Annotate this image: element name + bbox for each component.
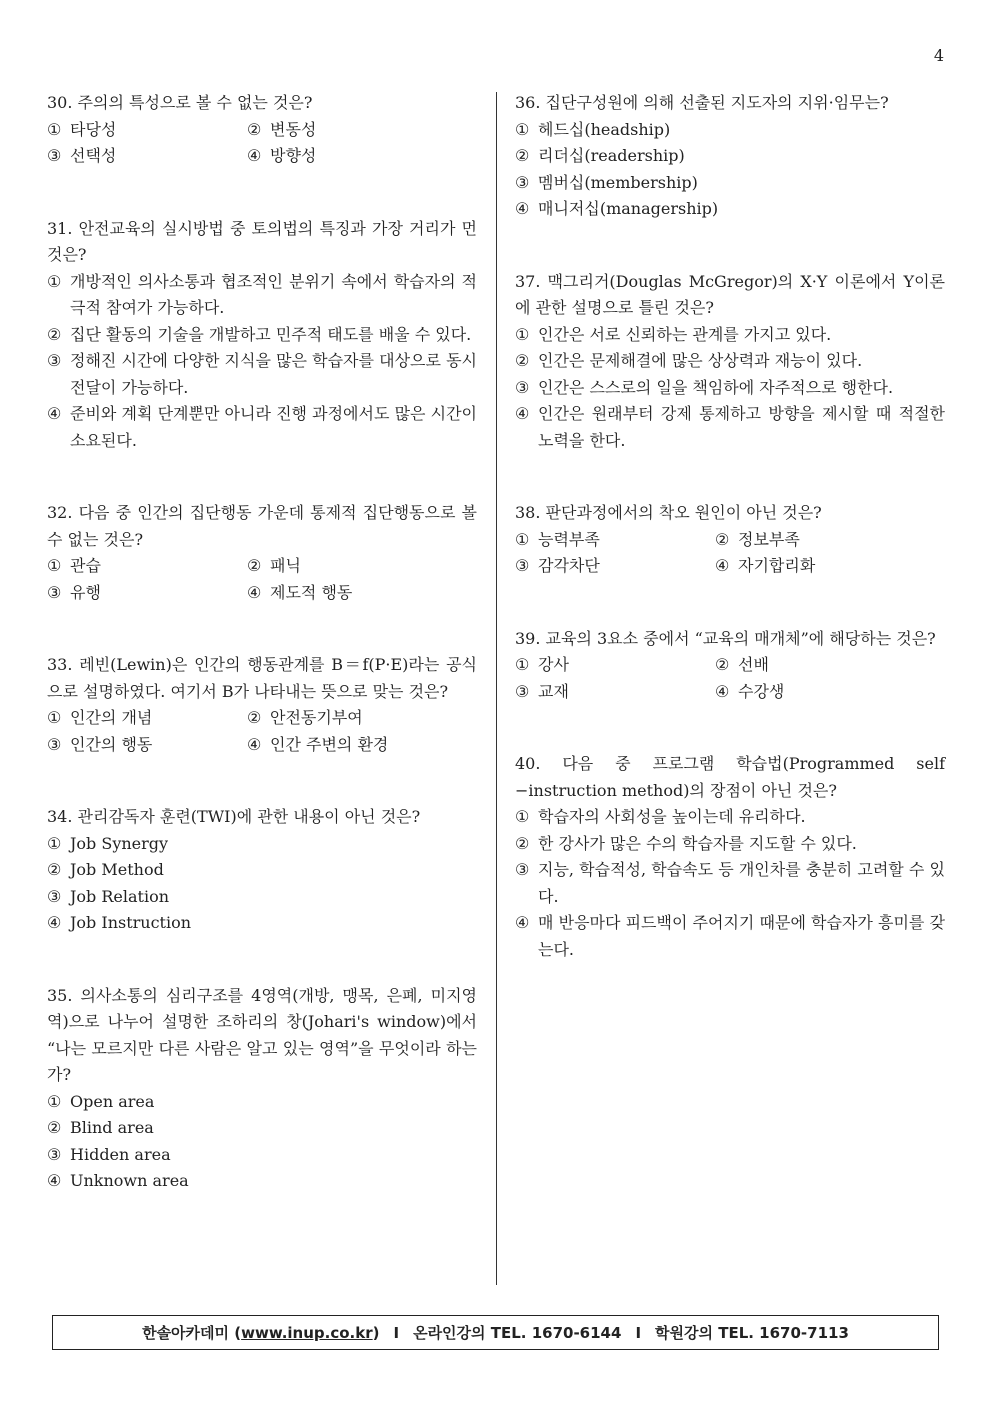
question-text: 33. 레빈(Lewin)은 인간의 행동관계를 B＝f(P·E)라는 공식으로 설명하였다. 여기서 B가 나타내는 뜻으로 맞는 것은?	[47, 655, 477, 701]
option-text: 수강생	[738, 681, 785, 701]
option-number: ①	[47, 833, 62, 853]
question-text: 32. 다음 중 인간의 집단행동 가운데 통제적 집단행동으로 볼 수 없는 것은?	[47, 503, 477, 549]
option-text: 개방적인 의사소통과 협조적인 분위기 속에서 학습자의 적극적 참여가 가능하다.	[70, 271, 477, 317]
option-text: 학습자의 사회성을 높이는데 유리하다.	[538, 807, 806, 826]
option-text: 인간의 개념	[70, 708, 153, 727]
option-text: 변동성	[270, 119, 317, 139]
option-text: 매 반응마다 피드백이 주어지기 때문에 학습자가 흥미를 갖는다.	[538, 913, 945, 959]
answer-option	[515, 831, 945, 858]
option-number: ④	[515, 404, 530, 423]
offline-phone: 학원강의 TEL. 1670-7113	[655, 1324, 849, 1342]
answer-option	[515, 375, 945, 402]
option-text: 교재	[538, 681, 569, 701]
option-text: 패닉	[270, 556, 301, 575]
option-number: ①	[515, 324, 530, 344]
answer-option	[515, 401, 945, 454]
question-q37	[515, 269, 945, 455]
question-text: 31. 안전교육의 실시방법 중 토의법의 특징과 가장 거리가 먼 것은?	[47, 218, 477, 264]
option-number: ③	[47, 146, 62, 165]
option-number: ④	[47, 913, 62, 932]
right-column	[515, 90, 945, 963]
answer-option	[515, 322, 945, 349]
question-q39	[515, 626, 945, 706]
option-text: 지능, 학습적성, 학습속도 등 개인차를 충분히 고려할 수 있다.	[538, 860, 945, 906]
option-text: 매니저십(managership)	[538, 199, 719, 218]
option-text: 헤드십(headship)	[538, 119, 671, 139]
answer-option	[47, 1142, 477, 1169]
option-text: 준비와 계획 단계뿐만 아니라 진행 과정에서도 많은 시간이 소요된다.	[70, 404, 477, 450]
answer-option	[47, 322, 477, 349]
option-number: ①	[47, 1091, 62, 1111]
question-text: 38. 판단과정에서의 착오 원인이 아닌 것은?	[515, 503, 822, 522]
option-number: ③	[47, 351, 62, 370]
option-number: ②	[715, 529, 730, 549]
question-text: 34. 관리감독자 훈련(TWI)에 관한 내용이 아닌 것은?	[47, 807, 421, 826]
option-text: 집단 활동의 기술을 개발하고 민주적 태도를 배울 수 있다.	[70, 324, 472, 344]
page-number: 4	[933, 46, 944, 65]
answer-option	[515, 348, 945, 375]
left-column	[47, 90, 477, 1195]
option-number: ④	[515, 199, 530, 218]
option-number: ①	[47, 119, 62, 139]
answer-option	[47, 1115, 477, 1142]
option-text: 정보부족	[738, 529, 800, 549]
option-text: 유행	[70, 582, 101, 602]
answer-option	[47, 143, 247, 170]
option-number: ④	[515, 913, 530, 932]
option-number: ①	[515, 529, 530, 549]
option-text: Unknown area	[70, 1171, 189, 1190]
option-number: ③	[515, 172, 530, 192]
option-row	[515, 679, 945, 706]
option-number: ③	[515, 377, 530, 397]
option-number: ④	[715, 681, 730, 701]
option-text: 정해진 시간에 다양한 지식을 많은 학습자를 대상으로 동시 전달이 가능하다.	[70, 351, 477, 397]
answer-option	[715, 553, 915, 580]
option-text: 인간은 스스로의 일을 책임하에 자주적으로 행한다.	[538, 377, 894, 397]
answer-option	[515, 652, 715, 679]
question-text: 37. 맥그리거(Douglas McGregor)의 X·Y 이론에서 Y이론에 관한 설명으로 틀린 것은?	[515, 271, 945, 317]
option-text: 방향성	[270, 146, 317, 165]
answer-option	[515, 553, 715, 580]
answer-option	[247, 732, 447, 759]
option-number: ②	[247, 708, 262, 727]
option-number: ①	[515, 119, 530, 139]
option-text: 능력부족	[538, 529, 600, 549]
answer-option	[715, 679, 915, 706]
option-text: 인간 주변의 환경	[270, 734, 389, 754]
option-text: 멤버십(membership)	[538, 172, 698, 192]
option-text: 타당성	[70, 119, 117, 139]
answer-option	[47, 857, 477, 884]
option-row	[47, 143, 477, 170]
question-q33	[47, 652, 477, 758]
academy-link[interactable]: www.inup.co.kr	[241, 1323, 373, 1342]
answer-option	[247, 143, 447, 170]
answer-option	[47, 1168, 477, 1195]
option-number: ③	[47, 734, 62, 754]
option-text: 한 강사가 많은 수의 학습자를 지도할 수 있다.	[538, 833, 857, 853]
option-number: ②	[47, 1118, 62, 1137]
answer-option	[515, 117, 945, 144]
option-row	[47, 117, 477, 144]
separator: I	[393, 1323, 400, 1342]
option-row	[47, 580, 477, 607]
answer-option	[515, 196, 945, 223]
option-number: ④	[247, 582, 262, 602]
answer-option	[515, 804, 945, 831]
option-number: ②	[515, 146, 530, 165]
option-number: ④	[247, 734, 262, 754]
option-number: ②	[515, 351, 530, 370]
question-q36	[515, 90, 945, 223]
option-text: 강사	[538, 655, 569, 674]
option-text: 인간의 행동	[70, 734, 153, 754]
answer-option	[715, 652, 915, 679]
option-number: ①	[47, 708, 62, 727]
option-number: ①	[515, 655, 530, 674]
option-text: 안전동기부여	[270, 708, 363, 727]
question-q38	[515, 500, 945, 580]
answer-option	[47, 884, 477, 911]
option-text: 선택성	[70, 146, 117, 165]
answer-option	[515, 143, 945, 170]
option-row	[515, 652, 945, 679]
question-text: 40. 다음 중 프로그램 학습법(Programmed self −instruction method)의 장점이 아닌 것은?	[515, 754, 945, 800]
option-text: 선배	[738, 655, 769, 674]
option-number: ④	[715, 556, 730, 575]
question-q34	[47, 804, 477, 937]
answer-option	[515, 857, 945, 910]
option-number: ①	[515, 807, 530, 826]
answer-option	[247, 580, 447, 607]
question-text: 35. 의사소통의 심리구조를 4영역(개방, 맹목, 은폐, 미지영역)으로 나누어 설명한 조하리의 창(Johari's window)에서 “나는 모르지만 다른 사람은 알고 있는 영역”을 무엇이라 하는가?	[47, 985, 477, 1084]
question-q32	[47, 500, 477, 606]
answer-option	[515, 170, 945, 197]
answer-option	[47, 732, 247, 759]
option-row	[515, 553, 945, 580]
option-number: ②	[247, 119, 262, 139]
option-text: Open area	[70, 1091, 155, 1111]
question-text: 39. 교육의 3요소 중에서 “교육의 매개체”에 해당하는 것은?	[515, 628, 936, 648]
option-text: Job Synergy	[70, 833, 169, 853]
option-number: ④	[47, 404, 62, 423]
option-text: 관습	[70, 556, 101, 575]
answer-option	[47, 117, 247, 144]
option-number: ③	[515, 860, 530, 879]
option-text: Job Method	[70, 860, 164, 879]
option-number: ②	[47, 324, 62, 344]
option-row	[515, 527, 945, 554]
answer-option	[47, 553, 247, 580]
option-number: ②	[515, 833, 530, 853]
column-divider	[496, 92, 497, 1285]
answer-option	[515, 679, 715, 706]
option-row	[47, 553, 477, 580]
option-number: ③	[47, 886, 62, 906]
option-text: 감각차단	[538, 556, 600, 575]
option-number: ②	[715, 655, 730, 674]
answer-option	[515, 910, 945, 963]
option-number: ③	[47, 582, 62, 602]
option-number: ①	[47, 556, 62, 575]
option-number: ③	[47, 1144, 62, 1164]
option-text: 리더십(readership)	[538, 146, 685, 165]
question-text: 30. 주의의 특성으로 볼 수 없는 것은?	[47, 93, 313, 112]
option-text: Job Relation	[70, 886, 170, 906]
answer-option	[47, 1089, 477, 1116]
option-number: ④	[47, 1171, 62, 1190]
answer-option	[247, 117, 447, 144]
question-text: 36. 집단구성원에 의해 선출된 지도자의 지위·임무는?	[515, 93, 889, 112]
option-text: Blind area	[70, 1118, 154, 1137]
answer-option	[515, 527, 715, 554]
answer-option	[247, 705, 447, 732]
answer-option	[715, 527, 915, 554]
question-q40	[515, 751, 945, 963]
option-number: ③	[515, 556, 530, 575]
question-q31	[47, 216, 477, 455]
option-number: ②	[247, 556, 262, 575]
option-row	[47, 732, 477, 759]
footer-banner: 한솔아카데미 ( www.inup.co.kr ) I 온라인강의 TEL. 1670-6144 I 학원강의 TEL. 1670-7113	[52, 1315, 939, 1350]
question-q35	[47, 983, 477, 1195]
answer-option	[47, 831, 477, 858]
answer-option	[47, 401, 477, 454]
option-number: ④	[247, 146, 262, 165]
online-phone: 온라인강의 TEL. 1670-6144	[413, 1324, 622, 1342]
option-number: ③	[515, 681, 530, 701]
option-number: ①	[47, 271, 62, 291]
option-text: 인간은 원래부터 강제 통제하고 방향을 제시할 때 적절한 노력을 한다.	[538, 404, 945, 450]
answer-option	[47, 269, 477, 322]
academy-name: 한솔아카데미	[142, 1324, 230, 1342]
option-number: ②	[47, 860, 62, 879]
answer-option	[47, 348, 477, 401]
separator: I	[635, 1323, 642, 1342]
option-text: 제도적 행동	[270, 582, 353, 602]
option-text: 자기합리화	[738, 556, 816, 575]
option-text: 인간은 문제해결에 많은 상상력과 재능이 있다.	[538, 351, 863, 370]
answer-option	[47, 705, 247, 732]
option-row	[47, 705, 477, 732]
option-text: Hidden area	[70, 1144, 171, 1164]
option-text: Job Instruction	[70, 913, 192, 932]
answer-option	[247, 553, 447, 580]
answer-option	[47, 580, 247, 607]
option-text: 인간은 서로 신뢰하는 관계를 가지고 있다.	[538, 324, 832, 344]
answer-option	[47, 910, 477, 937]
question-q30	[47, 90, 477, 170]
